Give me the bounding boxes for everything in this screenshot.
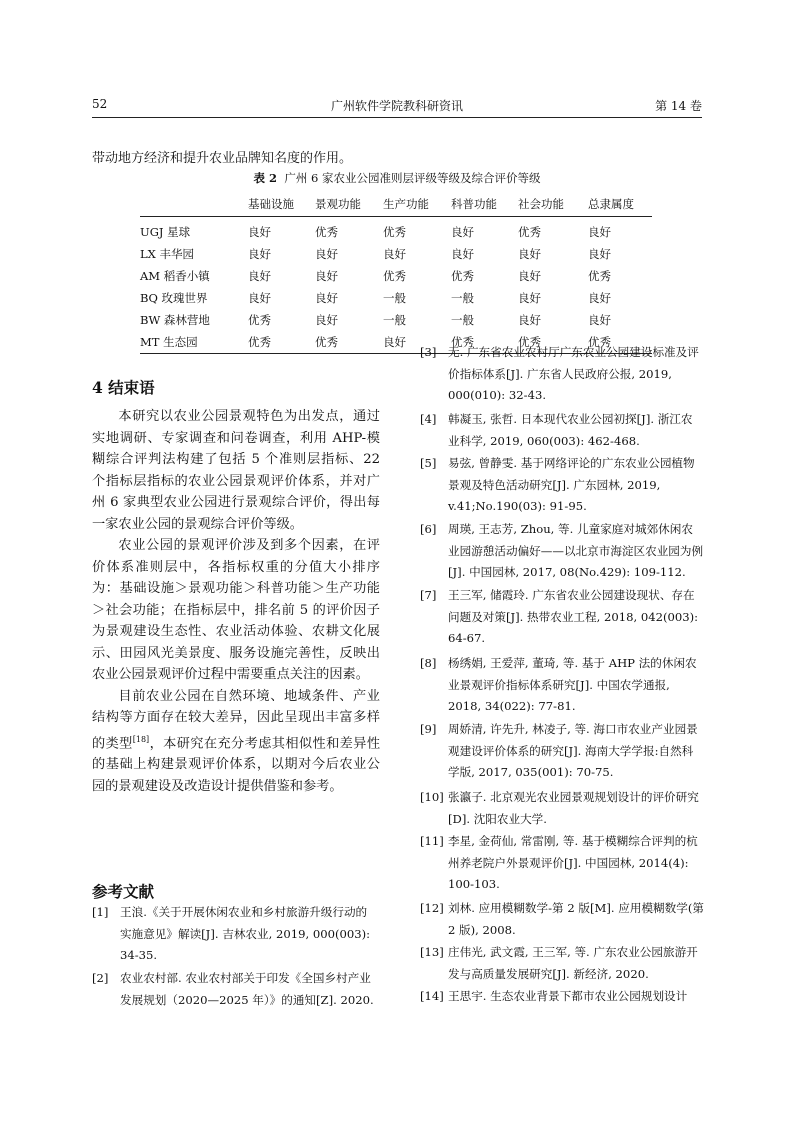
table-cell: AM 稻香小镇: [140, 269, 210, 283]
table-cell: 优秀: [451, 269, 474, 283]
table-row: [140, 309, 652, 331]
table-cell: MT 生态园: [140, 331, 248, 354]
table-cell: 良好: [248, 247, 271, 261]
reference-number: [8]: [420, 656, 437, 670]
reference-number: [11]: [420, 834, 444, 848]
citation-marker: [18]: [132, 734, 150, 744]
table-cell: 优秀: [248, 313, 271, 327]
reference-item: [420, 719, 704, 784]
reference-item: [420, 342, 704, 407]
reference-item: [420, 942, 704, 985]
table-cell: 良好: [518, 247, 541, 261]
reference-item: [420, 409, 704, 452]
table-cell: UGJ 星球: [140, 225, 191, 239]
reference-number: [6]: [420, 522, 437, 536]
table-cell: BW 森林营地: [140, 313, 210, 327]
reference-item: [420, 898, 704, 941]
reference-number: [13]: [420, 945, 444, 959]
table-cell: 良好: [588, 225, 611, 239]
table-cell: 优秀: [383, 269, 406, 283]
table-cell: 一般: [451, 313, 474, 327]
table-caption-text: 广州 6 家农业公园准则层评级等级及综合评价等级: [284, 171, 541, 185]
table-row: [140, 287, 652, 309]
reference-text: 王三军, 储霞玲. 广东省农业公园建设现状、存在问题及对策[J]. 热带农业工程, 2018, 042(003): 64-67.: [448, 588, 699, 645]
references-heading: 参考文献: [92, 882, 155, 901]
reference-item: [420, 787, 704, 830]
table-header-cell: 科普功能: [451, 191, 518, 217]
reference-text: 李星, 金荷仙, 常雷刚, 等. 基于模糊综合评判的杭州养老院户外景观评价[J]. 中国园林, 2014(4): 100-103.: [448, 834, 698, 891]
table-cell: 优秀: [588, 269, 611, 283]
journal-title: 广州软件学院教科研资讯: [330, 99, 463, 113]
table-header-cell: 景观功能: [315, 191, 383, 217]
reference-item: [92, 968, 377, 1011]
table-header-cell: 总隶属度: [588, 191, 652, 217]
table-cell: 优秀: [383, 225, 406, 239]
table-cell: 一般: [383, 313, 406, 327]
table-cell: 良好: [588, 313, 611, 327]
table-row: [140, 243, 652, 265]
reference-item: [92, 902, 377, 967]
table-cell: 优秀: [518, 225, 541, 239]
reference-text: 周娇清, 许先升, 林凌子, 等. 海口市农业产业园景观建设评价体系的研究[J]. 海南大学学报:自然科学版, 2017, 035(001): 70-75.: [448, 722, 698, 779]
table-header-row: [140, 191, 652, 217]
table-cell: 良好: [383, 331, 451, 354]
reference-number: [3]: [420, 345, 437, 359]
paragraph-part: ，本研究在充分考虑其相似性和差异性的基础上构建景观评价体系，以期对今后农业公园的景观建设及改造设计提供借鉴和参考。: [92, 735, 381, 794]
table-cell: 良好: [451, 247, 474, 261]
table-cell: 良好: [451, 225, 474, 239]
reference-text: 杨绣娟, 王爱萍, 董琦, 等. 基于 AHP 法的休闲农业景观评价指标体系研究[J]. 中国农学通报, 2018, 34(022): 77-81.: [448, 656, 697, 713]
reference-number: [7]: [420, 588, 437, 602]
paragraph: 本研究以农业公园景观特色为出发点，通过实地调研、专家调查和问卷调查，利用 AHP-模糊综合评判法构建了包括 5 个准则层指标、22 个指标层指标的农业公园景观评价体系，并对广州 6 家典型农业公园进行景观综合评价，得出每一家农业公园的景观综合评价等级。: [92, 409, 380, 532]
reference-number: [9]: [420, 722, 437, 736]
table-row: [140, 217, 652, 244]
reference-text: 刘林. 应用模糊数学-第 2 版[M]. 应用模糊数学(第 2 版), 2008.: [448, 901, 704, 937]
table-caption-label: 表 2: [253, 171, 278, 185]
table-cell: 优秀: [518, 331, 588, 354]
table-cell: BQ 玫瑰世界: [140, 291, 208, 305]
table-header-cell: 社会功能: [518, 191, 588, 217]
reference-number: [5]: [420, 456, 437, 470]
reference-text: 周瑛, 王志芳, Zhou, 等. 儿童家庭对城郊休闲农业园游憩活动偏好——以北京市海淀区农业园为例[J]. 中国园林, 2017, 08(No.429): 109-112.: [448, 522, 704, 579]
reference-item: [420, 831, 704, 896]
table-header-cell: 基础设施: [248, 191, 315, 217]
table-caption: [92, 170, 702, 186]
table-cell: LX 丰华园: [140, 247, 194, 261]
evaluation-table: [140, 191, 652, 354]
reference-item: [420, 585, 704, 650]
reference-number: [10]: [420, 790, 444, 804]
page-number: 52: [92, 97, 108, 111]
table-cell: 优秀: [315, 331, 383, 354]
body-text: [92, 406, 380, 797]
table-cell: 良好: [518, 291, 541, 305]
reference-text: 易弦, 曾静雯. 基于网络评论的广东农业公园植物景观及特色活动研究[J]. 广东园林, 2019, v.41;No.190(03): 91-95.: [448, 456, 695, 513]
reference-number: [2]: [92, 971, 109, 985]
reference-item: [420, 519, 704, 584]
reference-text: 庄伟光, 武文霞, 王三军, 等. 广东农业公园旅游开发与高质量发展研究[J]. 新经济, 2020.: [448, 945, 698, 981]
reference-text: 王浪.《关于开展休闲农业和乡村旅游升级行动的实施意见》解读[J]. 吉林农业, 2019, 000(003): 34-35.: [120, 905, 371, 962]
reference-text: 农业农村部. 农业农村部关于印发《全国乡村产业发展规划（2020—2025 年）》的通知[Z]. 2020.: [120, 971, 374, 1007]
table-cell: 良好: [248, 291, 271, 305]
table-cell: 良好: [518, 269, 541, 283]
table-cell: 良好: [315, 269, 338, 283]
reference-item: [420, 653, 704, 718]
table-cell: 一般: [383, 291, 406, 305]
paragraph: [92, 686, 380, 798]
reference-number: [1]: [92, 905, 109, 919]
paragraph: 农业公园的景观评价涉及到多个因素，在评价体系准则层中，各指标权重的分值大小排序为：基础设施＞景观功能＞科普功能＞生产功能＞社会功能；在指标层中，排名前 5 的评价因子为景观建设生态性、农业活动体验、农耕文化展示、田园风光美景度、服务设施完善性，反映出农业公园景观评价过程中需要重点关注的因素。: [92, 538, 380, 682]
table-cell: 优秀: [315, 225, 338, 239]
reference-item: [420, 453, 704, 518]
reference-number: [12]: [420, 901, 444, 915]
table-cell: 良好: [383, 247, 406, 261]
volume-label: 第 14 卷: [655, 99, 702, 113]
table-cell: 良好: [248, 269, 271, 283]
table-cell: 优秀: [451, 331, 518, 354]
table-cell: 良好: [248, 225, 271, 239]
reference-item: [420, 986, 704, 1008]
reference-number: [14]: [420, 989, 444, 1003]
table-cell: 良好: [588, 247, 611, 261]
reference-text: 张瀛子. 北京观光农业园景观规划设计的评价研究[D]. 沈阳农业大学.: [448, 790, 699, 826]
table-cell: 一般: [451, 291, 474, 305]
reference-number: [4]: [420, 412, 437, 426]
reference-text: 无. 广东省农业农村厅广东农业公园建设标准及评价指标体系[J]. 广东省人民政府公报, 2019, 000(010): 32-43.: [448, 345, 699, 402]
table-cell: 良好: [518, 313, 541, 327]
table-header-cell: [140, 191, 248, 217]
table-cell: 优秀: [248, 331, 315, 354]
table-cell: 良好: [315, 247, 338, 261]
table-cell: 优秀: [588, 331, 652, 354]
table-header-cell: 生产功能: [383, 191, 451, 217]
table-cell: 良好: [315, 313, 338, 327]
table-cell: 良好: [588, 291, 611, 305]
intro-line: 带动地方经济和提升农业品牌知名度的作用。: [92, 151, 353, 166]
table-cell: 良好: [315, 291, 338, 305]
page-header: [92, 95, 702, 118]
table-row: [140, 265, 652, 287]
reference-text: 韩凝玉, 张哲. 日本现代农业公园初探[J]. 浙江农业科学, 2019, 060(003): 462-468.: [448, 412, 693, 448]
reference-text: 王思宇. 生态农业背景下都市农业公园规划设计: [448, 989, 688, 1003]
paragraph-part: 目前农业公园在自然环境、地域条件、产业结构等方面存在较大差异，因此呈现出丰富多样的类型: [92, 688, 380, 751]
section-heading: 4 结束语: [92, 378, 155, 397]
